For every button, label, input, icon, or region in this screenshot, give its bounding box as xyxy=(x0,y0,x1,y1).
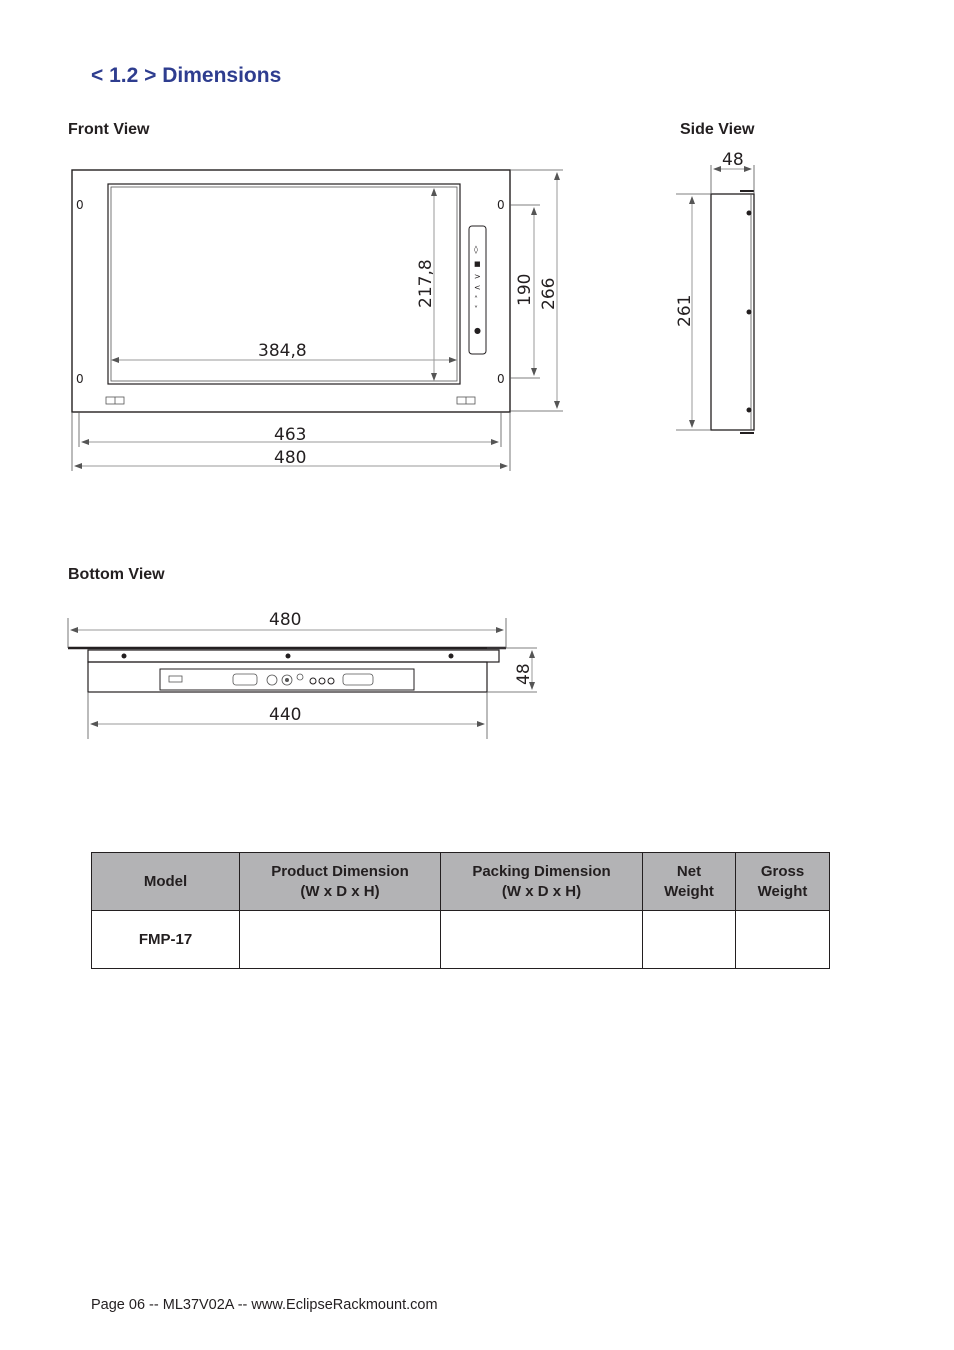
cell-model: FMP-17 xyxy=(92,911,240,969)
page-footer: Page 06 -- ML37V02A -- www.EclipseRackmount.com xyxy=(91,1297,438,1313)
svg-text:˅: ˅ xyxy=(474,305,478,314)
svg-text:■: ■ xyxy=(474,260,481,268)
bottom-view-label: Bottom View xyxy=(68,566,165,583)
cell-net-weight xyxy=(643,911,736,969)
svg-text:0: 0 xyxy=(76,198,84,212)
dim-screen-width: 384,8 xyxy=(258,341,307,361)
dim-side-height: 261 xyxy=(675,294,695,327)
side-view-drawing xyxy=(675,150,754,433)
cell-product-dimension xyxy=(240,911,441,969)
dim-screen-height: 217,8 xyxy=(416,259,436,308)
svg-text:0: 0 xyxy=(497,198,505,212)
header-product-dimension: Product Dimension (W x D x H) xyxy=(240,853,441,911)
dim-overall-height: 266 xyxy=(539,277,559,310)
section-title: < 1.2 > Dimensions xyxy=(91,64,282,87)
svg-text:>: > xyxy=(474,272,481,281)
header-model: Model xyxy=(92,853,240,911)
svg-text:<: < xyxy=(474,283,481,292)
header-packing-dimension: Packing Dimension (W x D x H) xyxy=(441,853,643,911)
dim-side-depth: 48 xyxy=(722,150,744,170)
svg-text:0: 0 xyxy=(497,372,505,386)
side-view-label: Side View xyxy=(680,121,755,138)
front-view-label: Front View xyxy=(68,121,150,138)
dim-mount-width: 463 xyxy=(274,425,307,445)
dim-bottom-body-width: 440 xyxy=(269,705,302,725)
header-gross-weight: Gross Weight xyxy=(736,853,830,911)
front-view-drawing xyxy=(72,170,563,471)
table-row xyxy=(92,911,830,969)
dim-bottom-depth: 48 xyxy=(514,663,534,685)
bottom-view-drawing xyxy=(68,610,537,739)
table-header-row xyxy=(92,853,830,911)
header-net-weight: Net Weight xyxy=(643,853,736,911)
cell-packing-dimension xyxy=(441,911,643,969)
dimension-table xyxy=(91,852,830,969)
svg-text:◊: ◊ xyxy=(474,245,478,254)
svg-text:˄: ˄ xyxy=(474,295,478,304)
cell-gross-weight xyxy=(736,911,830,969)
svg-text:0: 0 xyxy=(76,372,84,386)
dim-mount-height: 190 xyxy=(515,273,535,306)
dim-bottom-overall-width: 480 xyxy=(269,610,302,630)
svg-text:●: ● xyxy=(474,326,481,335)
dim-overall-width: 480 xyxy=(274,448,307,468)
